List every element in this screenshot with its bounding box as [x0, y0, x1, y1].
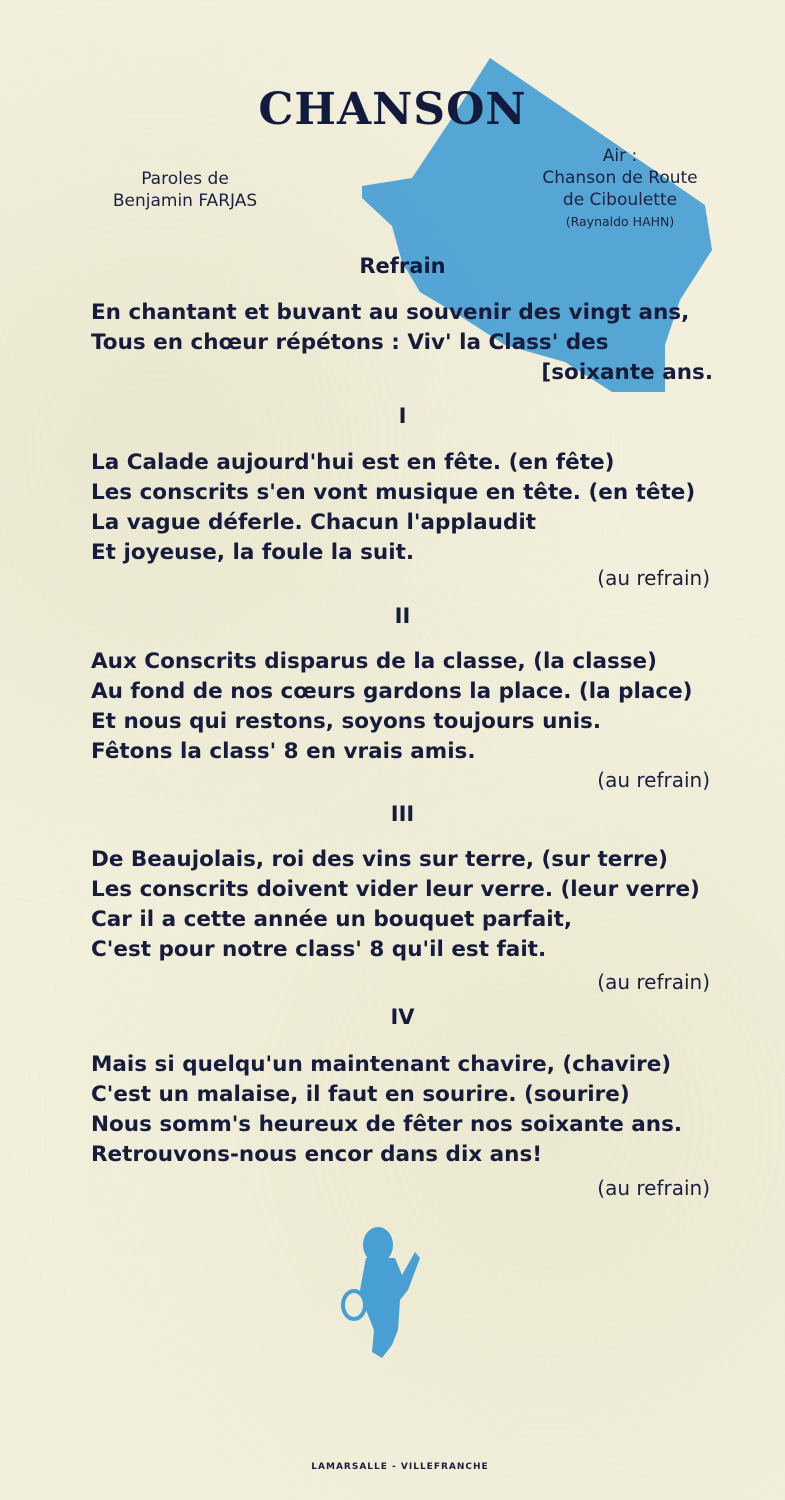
verse-text [91, 845, 713, 965]
refrain-cue: (au refrain) [597, 566, 710, 590]
verse-line: Fêtons la class' 8 en vrais amis. [91, 739, 476, 764]
verse-line: Car il a cette année un bouquet parfait, [91, 907, 573, 932]
lyrics-credit-label: Paroles de [141, 169, 229, 189]
air-credit-work: de Ciboulette [562, 190, 678, 210]
verse-line: De Beaujolais, roi des vins sur terre, (sur terre) [91, 847, 668, 872]
refrain-line: En chantant et buvant au souvenir des vingt ans, [91, 300, 690, 325]
refrain-cue: (au refrain) [597, 768, 710, 792]
refrain-cue: (au refrain) [597, 1176, 710, 1200]
verse-text [91, 647, 713, 767]
verse-numeral: II [394, 604, 411, 628]
verse-line: C'est pour notre class' 8 qu'il est fait. [91, 937, 547, 962]
verse-line: Et joyeuse, la foule la suit. [91, 540, 415, 565]
refrain-cue: (au refrain) [597, 970, 710, 994]
verse-line: Les conscrits s'en vont musique en tête. (en tête) [91, 480, 696, 505]
verse-line: Nous somm's heureux de fêter nos soixante ans. [91, 1112, 683, 1137]
verse-line: Aux Conscrits disparus de la classe, (la classe) [91, 649, 657, 674]
printer-imprint: LAMARSALLE - VILLEFRANCHE [311, 1462, 489, 1472]
verse-line: Retrouvons-nous encor dans dix ans! [91, 1142, 543, 1167]
verse-numeral: IV [390, 1005, 415, 1029]
refrain-text [91, 298, 713, 388]
air-credit-composer: (Raynaldo HAHN) [565, 214, 675, 229]
refrain-line: [soixante ans. [541, 360, 713, 385]
air-credit [520, 145, 720, 233]
verse-line: Les conscrits doivent vider leur verre. (leur verre) [91, 877, 700, 902]
verse-line: La vague déferle. Chacun l'applaudit [91, 510, 536, 535]
refrain-line: Tous en chœur répétons : Viv' la Class' des [91, 330, 609, 355]
lyrics-credit-author: Benjamin FARJAS [112, 191, 258, 211]
verse-line: Au fond de nos cœurs gardons la place. (la place) [91, 679, 693, 704]
verse-line: La Calade aujourd'hui est en fête. (en fête) [91, 450, 615, 475]
verse-text [91, 448, 713, 568]
refrain-heading: Refrain [359, 254, 446, 278]
verse-text [91, 1050, 713, 1170]
lyrics-credit [80, 168, 290, 212]
verse-line: Et nous qui restons, soyons toujours unis. [91, 709, 602, 734]
verse-numeral: III [390, 802, 415, 826]
verse-line: C'est un malaise, il faut en sourire. (sourire) [91, 1082, 630, 1107]
page-title: CHANSON [258, 84, 527, 135]
verse-numeral: I [398, 404, 407, 428]
air-credit-label: Air : [602, 146, 638, 166]
verse-line: Mais si quelqu'un maintenant chavire, (chavire) [91, 1052, 672, 1077]
blue-figure-with-drum [343, 1227, 420, 1358]
air-credit-song: Chanson de Route [542, 168, 698, 188]
